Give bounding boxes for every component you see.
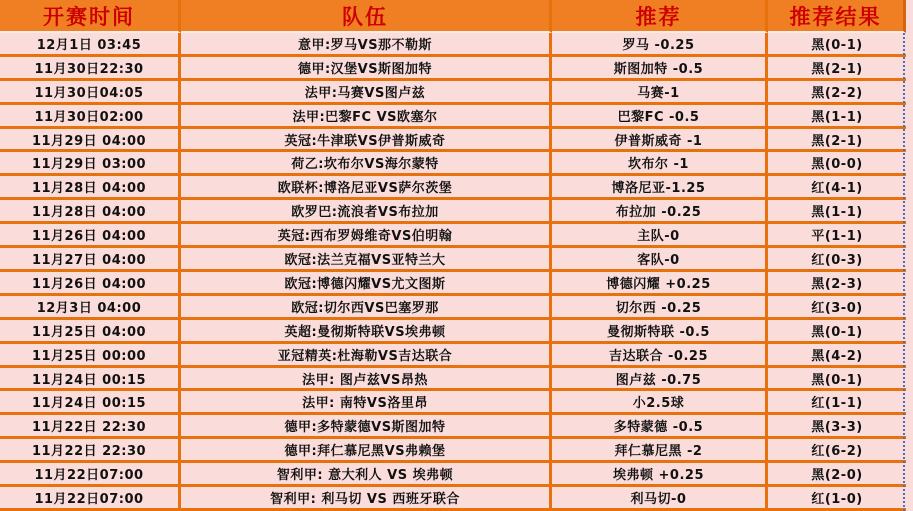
match-time-cell[interactable]: 11月22日07:00 [0, 487, 181, 511]
result-cell[interactable]: 黑(3-3) [768, 415, 906, 439]
result-cell[interactable]: 黑(2-1) [768, 129, 906, 153]
recommendation-cell[interactable]: 利马切-0 [552, 487, 768, 511]
match-teams-cell[interactable]: 法甲: 图卢兹VS昂热 [181, 368, 552, 392]
match-time-cell[interactable]: 11月25日 00:00 [0, 344, 181, 368]
result-cell[interactable]: 黑(0-0) [768, 152, 906, 176]
recommendation-cell[interactable]: 巴黎FC -0.5 [552, 105, 768, 129]
result-cell[interactable]: 黑(0-1) [768, 33, 906, 57]
match-teams-cell[interactable]: 德甲:拜仁慕尼黑VS弗赖堡 [181, 439, 552, 463]
match-time-cell[interactable]: 11月24日 00:15 [0, 368, 181, 392]
match-time-cell[interactable]: 11月26日 04:00 [0, 224, 181, 248]
match-teams-cell[interactable]: 荷乙:坎布尔VS海尔蒙特 [181, 152, 552, 176]
recommendation-cell[interactable]: 吉达联合 -0.25 [552, 344, 768, 368]
result-cell[interactable]: 红(4-1) [768, 176, 906, 200]
result-cell[interactable]: 红(3-0) [768, 296, 906, 320]
match-time-cell[interactable]: 11月28日 04:00 [0, 176, 181, 200]
recommendation-cell[interactable]: 图卢兹 -0.75 [552, 368, 768, 392]
match-teams-cell[interactable]: 英冠:西布罗姆维奇VS伯明翰 [181, 224, 552, 248]
match-teams-cell[interactable]: 意甲:罗马VS那不勒斯 [181, 33, 552, 57]
recommendation-cell[interactable]: 多特蒙德 -0.5 [552, 415, 768, 439]
match-teams-cell[interactable]: 欧罗巴:流浪者VS布拉加 [181, 200, 552, 224]
result-cell[interactable]: 红(0-3) [768, 248, 906, 272]
match-time-cell[interactable]: 11月28日 04:00 [0, 200, 181, 224]
match-time-cell[interactable]: 11月22日07:00 [0, 463, 181, 487]
match-time-cell[interactable]: 11月22日 22:30 [0, 415, 181, 439]
recommendation-cell[interactable]: 伊普斯威奇 -1 [552, 129, 768, 153]
header-teams[interactable]: 队伍 [181, 0, 552, 33]
recommendation-cell[interactable]: 坎布尔 -1 [552, 152, 768, 176]
match-teams-cell[interactable]: 德甲:多特蒙德VS斯图加特 [181, 415, 552, 439]
result-cell[interactable]: 黑(4-2) [768, 344, 906, 368]
match-teams-cell[interactable]: 智利甲: 利马切 VS 西班牙联合 [181, 487, 552, 511]
recommendation-cell[interactable]: 曼彻斯特联 -0.5 [552, 320, 768, 344]
result-cell[interactable]: 平(1-1) [768, 224, 906, 248]
match-teams-cell[interactable]: 英冠:牛津联VS伊普斯威奇 [181, 129, 552, 153]
result-cell[interactable]: 黑(2-3) [768, 272, 906, 296]
match-teams-cell[interactable]: 法甲:巴黎FC VS欧塞尔 [181, 105, 552, 129]
match-teams-cell[interactable]: 欧联杯:博洛尼亚VS萨尔茨堡 [181, 176, 552, 200]
match-time-cell[interactable]: 11月22日 22:30 [0, 439, 181, 463]
header-start-time[interactable]: 开赛时间 [0, 0, 181, 33]
result-cell[interactable]: 黑(2-0) [768, 463, 906, 487]
match-teams-cell[interactable]: 英超:曼彻斯特联VS埃弗顿 [181, 320, 552, 344]
match-teams-cell[interactable]: 法甲:马赛VS图卢兹 [181, 81, 552, 105]
recommendation-cell[interactable]: 博德闪耀 +0.25 [552, 272, 768, 296]
header-recommendation[interactable]: 推荐 [552, 0, 768, 33]
match-teams-cell[interactable]: 智利甲: 意大利人 VS 埃弗顿 [181, 463, 552, 487]
match-time-cell[interactable]: 11月30日22:30 [0, 57, 181, 81]
result-cell[interactable]: 黑(2-1) [768, 57, 906, 81]
match-time-cell[interactable]: 11月27日 04:00 [0, 248, 181, 272]
result-cell[interactable]: 红(1-1) [768, 391, 906, 415]
match-teams-cell[interactable]: 欧冠:博德闪耀VS尤文图斯 [181, 272, 552, 296]
match-time-cell[interactable]: 12月3日 04:00 [0, 296, 181, 320]
match-teams-cell[interactable]: 欧冠:法兰克福VS亚特兰大 [181, 248, 552, 272]
match-time-cell[interactable]: 11月26日 04:00 [0, 272, 181, 296]
recommendation-cell[interactable]: 斯图加特 -0.5 [552, 57, 768, 81]
match-teams-cell[interactable]: 亚冠精英:杜海勒VS吉达联合 [181, 344, 552, 368]
recommendation-cell[interactable]: 马赛-1 [552, 81, 768, 105]
match-teams-cell[interactable]: 法甲: 南特VS洛里昂 [181, 391, 552, 415]
result-cell[interactable]: 黑(0-1) [768, 368, 906, 392]
recommendation-cell[interactable]: 博洛尼亚-1.25 [552, 176, 768, 200]
recommendation-cell[interactable]: 主队-0 [552, 224, 768, 248]
match-time-cell[interactable]: 11月29日 03:00 [0, 152, 181, 176]
match-time-cell[interactable]: 11月30日04:05 [0, 81, 181, 105]
match-time-cell[interactable]: 11月30日02:00 [0, 105, 181, 129]
recommendation-cell[interactable]: 埃弗顿 +0.25 [552, 463, 768, 487]
recommendation-cell[interactable]: 小2.5球 [552, 391, 768, 415]
match-teams-cell[interactable]: 德甲:汉堡VS斯图加特 [181, 57, 552, 81]
recommendation-cell[interactable]: 布拉加 -0.25 [552, 200, 768, 224]
recommendation-cell[interactable]: 客队-0 [552, 248, 768, 272]
result-cell[interactable]: 红(1-0) [768, 487, 906, 511]
match-teams-cell[interactable]: 欧冠:切尔西VS巴塞罗那 [181, 296, 552, 320]
result-cell[interactable]: 黑(1-1) [768, 200, 906, 224]
match-time-cell[interactable]: 11月25日 04:00 [0, 320, 181, 344]
match-time-cell[interactable]: 11月24日 00:15 [0, 391, 181, 415]
match-time-cell[interactable]: 12月1日 03:45 [0, 33, 181, 57]
result-cell[interactable]: 红(6-2) [768, 439, 906, 463]
result-cell[interactable]: 黑(0-1) [768, 320, 906, 344]
result-cell[interactable]: 黑(1-1) [768, 105, 906, 129]
match-time-cell[interactable]: 11月29日 04:00 [0, 129, 181, 153]
result-cell[interactable]: 黑(2-2) [768, 81, 906, 105]
header-recommendation-result[interactable]: 推荐结果 [768, 0, 906, 33]
recommendation-cell[interactable]: 切尔西 -0.25 [552, 296, 768, 320]
recommendation-cell[interactable]: 拜仁慕尼黑 -2 [552, 439, 768, 463]
recommendation-cell[interactable]: 罗马 -0.25 [552, 33, 768, 57]
